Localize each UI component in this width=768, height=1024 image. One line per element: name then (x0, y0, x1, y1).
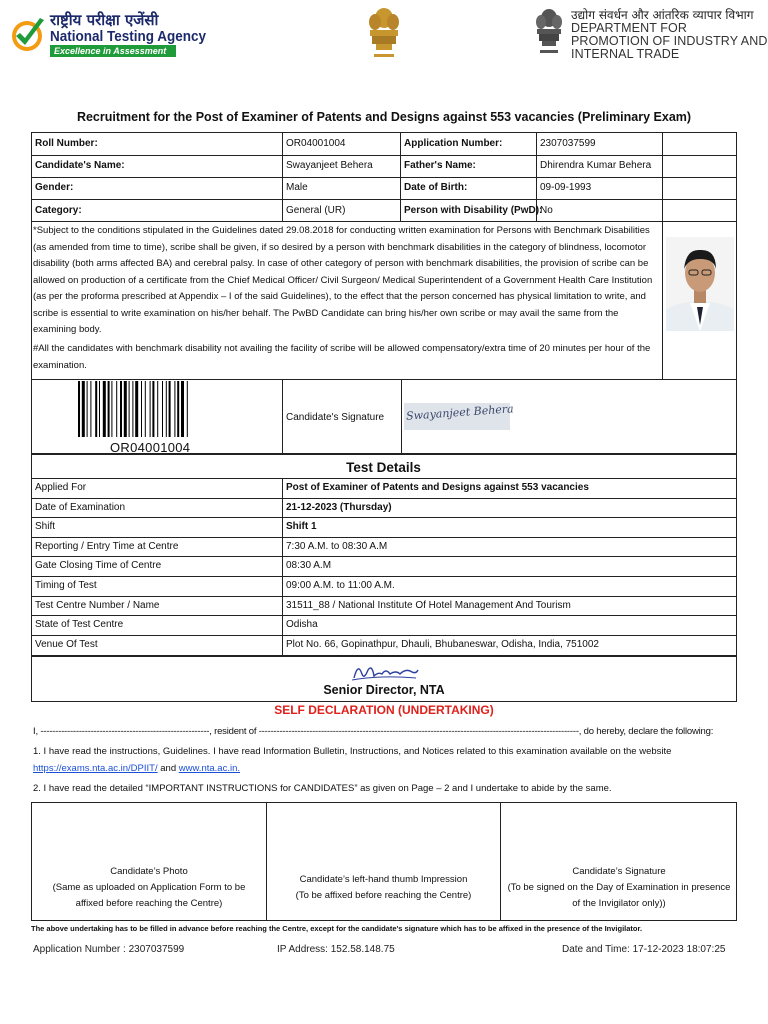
footer-application-value: 2307037599 (128, 944, 185, 955)
test-detail-label: Date of Examination (35, 501, 126, 513)
footer-ip-label: IP Address: (277, 944, 328, 955)
director-signature-image (350, 660, 420, 684)
declaration-line: I, ---------------------------------------------------------, resident of ------------------------------------------------------------------------------------------------------------, do hereby, declare the following: (33, 726, 714, 737)
declaration-point-2: 2. I have read the detailed “IMPORTANT INSTRUCTIONS for CANDIDATES” as given on Page – 2 and I undertake to abide by the same. (33, 783, 612, 794)
barcode-bar (99, 381, 100, 437)
barcode-bar (78, 381, 80, 437)
roll-number-label: Roll Number: (35, 138, 98, 149)
test-detail-value: Odisha (286, 619, 318, 631)
footer-ip-value: 152.58.148.75 (330, 944, 395, 955)
barcode-bar (135, 381, 138, 437)
test-detail-value: Shift 1 (286, 521, 317, 533)
test-detail-value: 21-12-2023 (Thursday) (286, 501, 392, 513)
category-label: Category: (35, 205, 82, 216)
test-detail-value: 31511_88 / National Institute Of Hotel Management And Tourism (286, 599, 571, 611)
barcode-bar (103, 381, 106, 437)
barcode-bar (166, 381, 167, 437)
test-detail-label: State of Test Centre (35, 619, 124, 631)
pwd-label: Person with Disability (PwD): (404, 205, 543, 216)
photo-box-caption (32, 864, 266, 912)
photo-box-note-1: (Same as uploaded on Application Form to be (52, 882, 246, 893)
footer-datetime (562, 944, 725, 955)
test-detail-label: Shift (35, 521, 56, 533)
barcode-bar (95, 381, 97, 437)
barcode-bar (87, 381, 88, 437)
barcode-bar (120, 381, 122, 437)
test-detail-label: Timing of Test (35, 580, 97, 591)
test-details-heading: Test Details (346, 460, 421, 475)
scribe-note: *Subject to the conditions stipulated in the Guidelines dated 29.08.2018 for conducting written examination for Persons with Benchmark Disabilities (as amended from time to time), scribe shall be given, if so desired by a person with benchmark disabilities in the category of blindness, locomotor disability (both arms affected BA) and cerebral palsy. In case of other category of person with benchmark disabilities, the provision of scribe can be allowed on production of a certificate from the Chief Medical Officer/ Civil Surgeon/ Medical Superintendent of a Government Health Care Institution (as per the proforma prescribed at Appendix – I of the said Guidelines), to the effect that the person concerned has physical limitation to write, and scribe is essential to write examination on his/her behalf. The PwBD Candidate can bring his/her own scribe or may avail the same from the examining body. (33, 225, 653, 335)
thumb-box-title: Candidate’s left-hand thumb Impression (299, 874, 468, 885)
barcode-bar (145, 381, 146, 437)
dob-value: 09-09-1993 (540, 182, 592, 193)
nta-check-logo-icon (10, 14, 46, 54)
dpiit-line-3: INTERNAL TRADE (571, 47, 680, 61)
thumb-box-note: (To be affixed before reaching the Centre) (295, 890, 472, 901)
candidate-signature-script: Swayanjeet Behera (405, 402, 515, 423)
barcode-text: OR04001004 (110, 440, 191, 455)
test-detail-value: Plot No. 66, Gopinathpur, Dhauli, Bhubaneswar, Odisha, India, 751002 (286, 638, 599, 650)
candidate-name-label: Candidate's Name: (35, 160, 125, 171)
barcode-bar (108, 381, 110, 437)
nta-logo (10, 14, 46, 54)
barcode-bar (124, 381, 127, 437)
barcode-bar (162, 381, 163, 437)
barcode-bar (141, 381, 142, 437)
test-detail-value: 09:00 A.M. to 11:00 A.M. (286, 580, 395, 591)
declaration-links (33, 761, 240, 777)
pwd-value: No (540, 205, 553, 216)
barcode-bar (129, 381, 130, 437)
barcode-bar (169, 381, 171, 437)
thumb-box-caption (267, 872, 500, 904)
lion-capital-emblem-icon (532, 6, 566, 56)
test-detail-value: 08:30 A.M (286, 560, 332, 572)
dpiit-line-2: PROMOTION OF INDUSTRY AND (571, 34, 768, 48)
candidate-name-value: Swayanjeet Behera (286, 160, 373, 171)
father-name-value: Dhirendra Kumar Behera (540, 160, 652, 171)
application-number-value: 2307037599 (540, 138, 596, 149)
test-detail-label: Gate Closing Time of Centre (35, 560, 162, 572)
gender-value: Male (286, 182, 308, 193)
declaration-point-1: 1. I have read the instructions, Guidelines. I have read Information Bulletin, Instructions, and Notices related to this examination available on the website (33, 746, 672, 757)
national-emblem-center (364, 4, 404, 62)
director-title: Senior Director, NTA (323, 683, 445, 697)
compensatory-time-note: #All the candidates with benchmark disability not availing the facility of scribe will be allowed compensatory/extra time of 20 minutes per hour of the examination. (33, 343, 651, 371)
undertaking-footnote: The above undertaking has to be filled in advance before reaching the Centre, except for the candidate's signature which has to be affixed in the presence of the Invigilator. (31, 924, 643, 933)
candidate-signature-image (404, 402, 515, 430)
and-text: and (160, 763, 177, 774)
footer-application (33, 944, 184, 955)
sign-box-caption (501, 864, 737, 912)
test-detail-value: Post of Examiner of Patents and Designs against 553 vacancies (286, 482, 589, 493)
dob-label: Date of Birth: (404, 182, 468, 193)
barcode-bar (187, 381, 188, 437)
sign-box-note-2: of the Invigilator only)) (572, 898, 666, 909)
test-detail-label: Applied For (35, 482, 87, 493)
photo-box-title: Candidate’s Photo (110, 866, 188, 877)
barcode-bar (181, 381, 184, 437)
director-signature-icon (350, 660, 420, 684)
sign-box-note-1: (To be signed on the Day of Examination in presence (507, 882, 731, 893)
footer-datetime-value: 17-12-2023 18:07:25 (632, 944, 726, 955)
test-detail-label: Venue Of Test (35, 638, 98, 650)
barcode-bar (82, 381, 85, 437)
nta-english-name: National Testing Agency (50, 28, 207, 45)
exams-portal-link[interactable]: https://exams.nta.ac.in/DPIIT/ (33, 763, 158, 774)
photo-box-note-2: affixed before reaching the Centre) (75, 898, 223, 909)
application-number-label: Application Number: (404, 138, 503, 149)
nta-hindi-name: राष्ट्रीय परीक्षा एजेंसी (50, 11, 159, 29)
barcode-bar (152, 381, 154, 437)
sign-box-title: Candidate’s Signature (572, 866, 666, 877)
test-detail-label: Reporting / Entry Time at Centre (35, 540, 179, 552)
barcode-bar (174, 381, 175, 437)
dpiit-line-1: DEPARTMENT FOR (571, 21, 687, 35)
lion-capital-emblem-icon (364, 4, 404, 62)
barcode-bar (116, 381, 117, 437)
barcode-bar (150, 381, 151, 437)
barcode-bar (157, 381, 158, 437)
signature-label: Candidate's Signature (286, 412, 385, 423)
self-declaration-heading: SELF DECLARATION (UNDERTAKING) (274, 703, 494, 717)
roll-number-barcode (78, 381, 238, 439)
barcode-bar (111, 381, 112, 437)
roll-number-value: OR04001004 (286, 138, 346, 149)
dpiit-hindi-name: उद्योग संवर्धन और आंतरिक व्यापार विभाग (571, 8, 754, 22)
barcode-bar (177, 381, 179, 437)
nta-website-link[interactable]: www.nta.ac.in. (178, 763, 240, 774)
barcode-icon (78, 381, 238, 439)
test-detail-value: 7:30 A.M. to 08:30 A.M (286, 540, 388, 552)
candidate-portrait-icon (666, 237, 734, 331)
barcode-bar (132, 381, 133, 437)
father-name-label: Father's Name: (404, 160, 476, 171)
footer-datetime-label: Date and Time: (562, 944, 630, 955)
footer-ip (277, 944, 395, 955)
candidate-photo (666, 237, 734, 331)
national-emblem-right (532, 6, 566, 56)
barcode-bar (90, 381, 91, 437)
category-value: General (UR) (286, 205, 346, 216)
gender-label: Gender: (35, 182, 74, 193)
document-title: Recruitment for the Post of Examiner of Patents and Designs against 553 vacancies (Preliminary Exam) (76, 110, 692, 124)
test-detail-label: Test Centre Number / Name (35, 599, 160, 611)
nta-tagline: Excellence in Assessment (50, 45, 176, 57)
footer-application-label: Application Number : (33, 944, 126, 955)
